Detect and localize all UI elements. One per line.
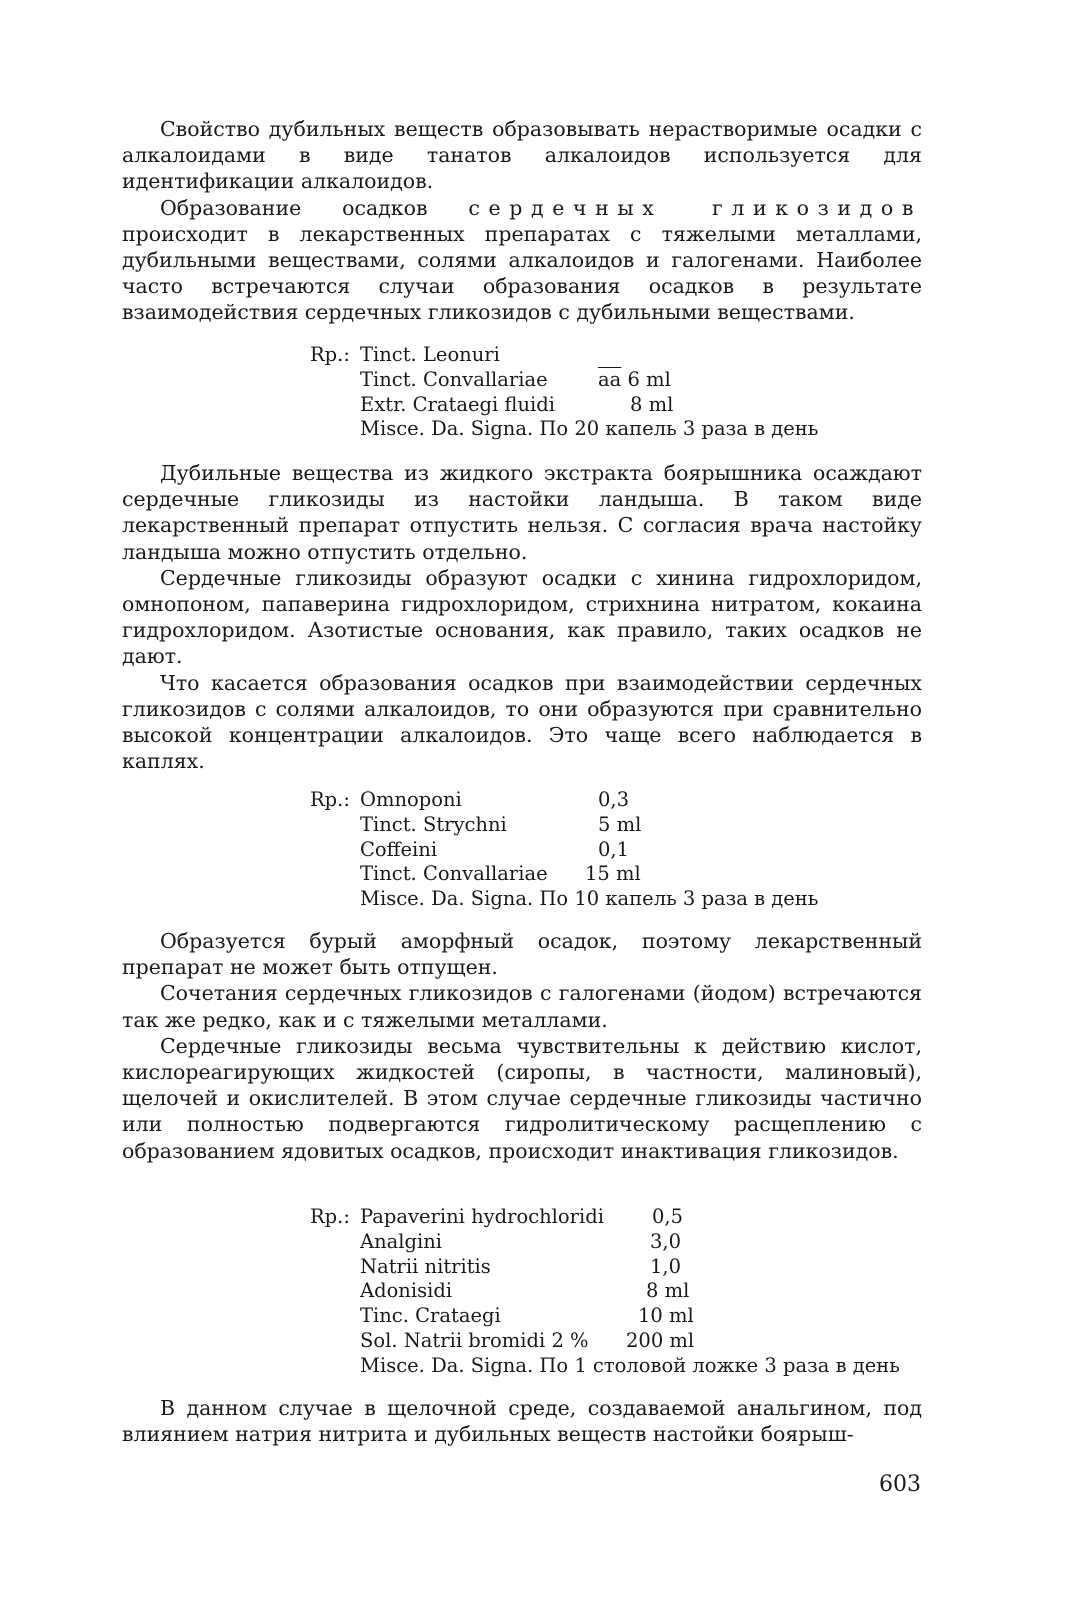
recipe-drug: Tinct. Convallariae	[360, 862, 548, 886]
recipe-drug: Natrii nitritis	[360, 1254, 491, 1278]
recipe-rp-label: Rp.:	[310, 1205, 350, 1228]
recipe-drug: Omnoponi	[360, 788, 462, 811]
recipe-signa: Misce. Da. Signa. По 10 капель 3 раза в день	[360, 887, 819, 911]
recipe-drug: Adonisidi	[360, 1279, 453, 1303]
paragraph-2-start: Образование осадков	[160, 195, 469, 220]
recipe-amount: 5 ml	[598, 812, 642, 836]
recipe-ana-mark: аа	[598, 367, 622, 391]
paragraph-9: В данном случае в щелочной среде, создаваемой анальгином, под влиянием натрия нитрита и дубильных веществ настойки боярыш-	[122, 1396, 922, 1447]
recipe-signa: Misce. Da. Signa. По 1 столовой ложке 3 раза в день	[360, 1353, 900, 1377]
recipe-amount-value: 6 ml	[627, 367, 671, 391]
paragraph-2	[122, 195, 922, 326]
paragraph-6: Образуется бурый аморфный осадок, поэтому лекарственный препарат не может быть отпущен.	[122, 929, 922, 980]
recipe-amount: 8 ml	[630, 392, 674, 416]
recipe-amount: 1,0	[650, 1254, 682, 1278]
recipe-amount: 3,0	[650, 1229, 682, 1253]
recipe-drug: Tinct. Leonuri	[360, 343, 500, 366]
recipe-amount: 0,5	[652, 1205, 684, 1228]
text-block-3	[122, 928, 922, 1164]
paragraph-4: Сердечные гликозиды образуют осадки с хинина гидрохлоридом, омнопоном, папаверина гидрохлоридом, стрихнина нитратом, кокаина гидрохлоридом. Азотистые основания, как правило, таких осадков не дают.	[122, 565, 922, 669]
recipe-drug: Sol. Natrii bromidi 2 %	[360, 1328, 589, 1352]
paragraph-8: Сердечные гликозиды весьма чувствительны к действию кислот, кислореагирующих жидкостей (сиропы, в частности, малиновый), щелочей и окислителей. В этом случае сердечные гликозиды частично или полностью подвергаются гидролитическому расщеплению с образованием ядовитых осадков, происходит инактивация гликозидов.	[122, 1033, 922, 1163]
text-block-1	[122, 116, 922, 326]
recipe-amount: 8 ml	[646, 1279, 690, 1303]
recipe-amount: 0,1	[598, 837, 630, 861]
recipe-amount: 15 ml	[585, 862, 641, 886]
recipe-signa: Misce. Da. Signa. По 20 капель 3 раза в день	[360, 417, 819, 441]
recipe-amount	[598, 368, 671, 393]
text-block-4	[122, 1395, 922, 1447]
recipe-amount: 200 ml	[626, 1328, 695, 1352]
recipe-drug: Papaverini hydrochloridi	[360, 1205, 604, 1228]
paragraph-2-rest: происходит в лекарственных препаратах с тяжелыми металлами, дубильными веществами, солями алкалоидов и галогенами. Наиболее часто встречаются случаи образования осадков в результате взаимодействия сердечных гликозидов с дубильными веществами.	[122, 221, 922, 325]
text-block-2	[122, 460, 922, 774]
recipe-amount: 0,3	[598, 788, 630, 811]
recipe-drug: Tinct. Convallariae	[360, 367, 548, 391]
paragraph-7: Сочетания сердечных гликозидов с галогенами (йодом) встречаются так же редко, как и с тяжелыми металлами.	[122, 981, 922, 1032]
recipe-rp-label: Rp.:	[310, 343, 350, 366]
recipe-amount: 10 ml	[638, 1304, 694, 1328]
paragraph-3: Дубильные вещества из жидкого экстракта боярышника осаждают сердечные гликозиды из настойки ландыша. В таком виде лекарственный препарат отпустить нельзя. С согласия врача настойку ландыша можно отпустить отдельно.	[122, 461, 922, 564]
recipe-rp-label: Rp.:	[310, 788, 350, 811]
page-number: 603	[879, 1472, 921, 1497]
recipe-drug: Tinc. Crataegi	[360, 1304, 501, 1328]
paragraph-2-spaced-term: сердечных гликозидов	[468, 195, 922, 220]
paragraph-1: Свойство дубильных веществ образовывать нерастворимые осадки с алкалоидами в виде танатов алкалоидов используется для идентификации алкалоидов.	[122, 117, 922, 194]
paragraph-5: Что касается образования осадков при взаимодействии сердечных гликозидов с солями алкалоидов, то они образуются при сравнительно высокой концентрации алкалоидов. Это чаще всего наблюдается в каплях.	[122, 670, 922, 774]
recipe-drug: Analgini	[360, 1229, 443, 1253]
recipe-drug: Extr. Crataegi fluidi	[360, 392, 555, 416]
recipe-drug: Tinct. Strychni	[360, 812, 507, 836]
recipe-drug: Coffeini	[360, 837, 438, 861]
